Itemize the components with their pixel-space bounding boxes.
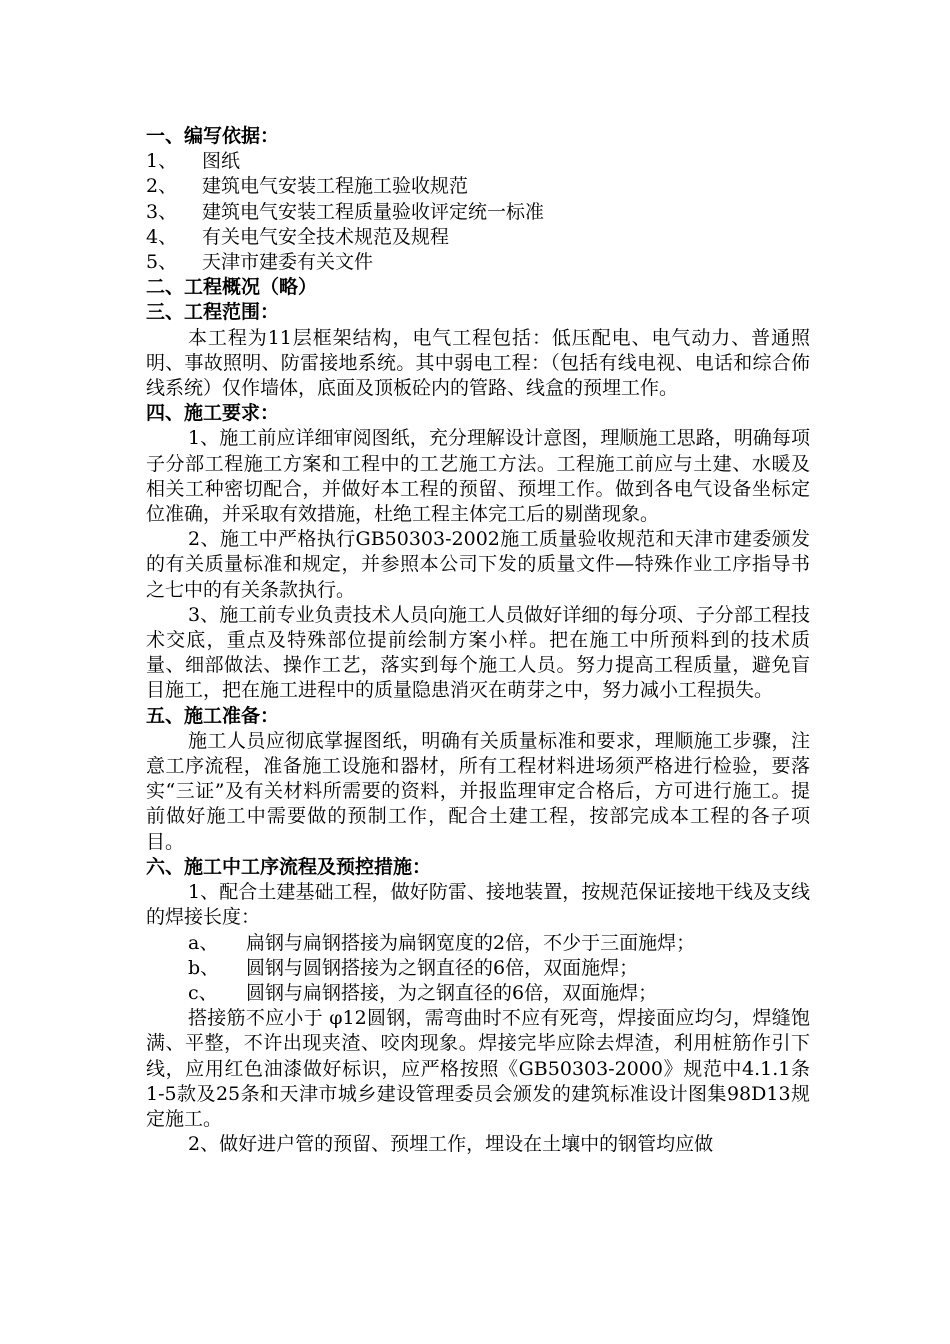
list-item-text: 扁钢与扁钢搭接为扁钢宽度的2倍，不少于三面施焊； [246,931,696,954]
list-item-text: 图纸 [202,150,241,173]
section-1-heading: 一、编写依据： [146,125,280,147]
section-6-heading: 六、施工中工序流程及预控措施： [146,855,432,878]
list-item-number: 3、 [146,200,178,223]
section-4-heading: 四、施工要求： [146,402,280,425]
list-item-number: 2、 [146,175,178,198]
list-item-number: b、 [188,956,220,979]
section-3-paragraph: 本工程为11层框架结构，电气工程包括：低压配电、电气动力、普通照明、事故照明、防雷接地系统。其中弱电工程：（包括有线电视、电话和综合佈线系统）仅作墙体，底面及顶板砼内的管路、线盒的预埋工作。 [146,326,810,400]
list-item [146,225,810,250]
list-item [146,956,810,981]
document-body [146,124,810,1157]
list-item [146,149,810,174]
list-item-text: 建筑电气安装工程质量验收评定统一标准 [202,200,545,223]
list-item-number: 4、 [146,225,178,248]
list-item-text: 有关电气安全技术规范及规程 [202,225,450,248]
list-item [146,174,810,199]
section-3-heading: 三、工程范围： [146,301,280,324]
section-5-paragraph: 施工人员应彻底掌握图纸，明确有关质量标准和要求，理顺施工步骤，注意工序流程，准备施工设施和器材，所有工程材料进场须严格进行检验，要落实“三证”及有关材料所需要的资料，并报监理审定合格后，方可进行施工。提前做好施工中需要做的预制工作，配合土建工程，按部完成本工程的各子项目。 [146,729,810,853]
list-item-number: a、 [188,931,219,954]
list-item-number: 1、 [146,150,178,173]
list-item [146,981,810,1006]
section-2-heading: 二、工程概况（略） [146,276,318,299]
section-6-paragraph-2: 搭接筋不应小于 φ12圆钢，需弯曲时不应有死弯，焊接面应均匀，焊缝饱满、平整，不许出现夹渣、咬肉现象。焊接完毕应除去焊渣，利用桩筋作引下线，应用红色油漆做好标识，应严格按照《GB50303-2000》规范中4.1.1条1-5款及25条和天津市城乡建设管理委员会颁发的建筑标准设计图集98D13规定施工。 [146,1007,810,1130]
section-4-paragraph-1: 1、施工前应详细审阅图纸，充分理解设计意图，理顺施工思路，明确每项子分部工程施工方案和工程中的工艺施工方法。工程施工前应与土建、水暖及相关工种密切配合，并做好本工程的预留、预埋工作。做到各电气设备坐标定位准确，并采取有效措施，杜绝工程主体完工后的剔凿现象。 [146,427,810,526]
section-6-paragraph-3: 2、做好进户管的预留、预埋工作，埋设在土壤中的钢管均应做 [188,1133,714,1156]
list-item-text: 建筑电气安装工程施工验收规范 [202,175,469,198]
section-4-paragraph-2: 2、施工中严格执行GB50303-2002施工质量验收规范和天津市建委颁发的有关质量标准和规定，并参照本公司下发的质量文件—特殊作业工序指导书之七中的有关条款执行。 [146,528,810,601]
section-5-heading: 五、施工准备： [146,704,280,727]
list-item-number: c、 [188,981,218,1004]
list-item [146,931,810,956]
list-item-text: 天津市建委有关文件 [202,251,374,274]
list-item-number: 5、 [146,251,178,274]
section-4-paragraph-3: 3、施工前专业负责技术人员向施工人员做好详细的每分项、子分部工程技术交底，重点及特殊部位提前绘制方案小样。把在施工中所预料到的技术质量、细部做法、操作工艺，落实到每个施工人员。努力提高工程质量，避免盲目施工，把在施工进程中的质量隐患消灭在萌芽之中，努力减小工程损失。 [146,603,810,702]
section-6-paragraph-1: 1、配合土建基础工程，做好防雷、接地装置，按规范保证接地干线及支线的焊接长度： [146,881,810,929]
list-item [146,200,810,225]
list-item [146,250,810,275]
list-item-text: 圆钢与扁钢搭接，为之钢直径的6倍，双面施焊； [246,981,658,1004]
list-item-text: 圆钢与圆钢搭接为之钢直径的6倍，双面施焊； [246,956,639,979]
